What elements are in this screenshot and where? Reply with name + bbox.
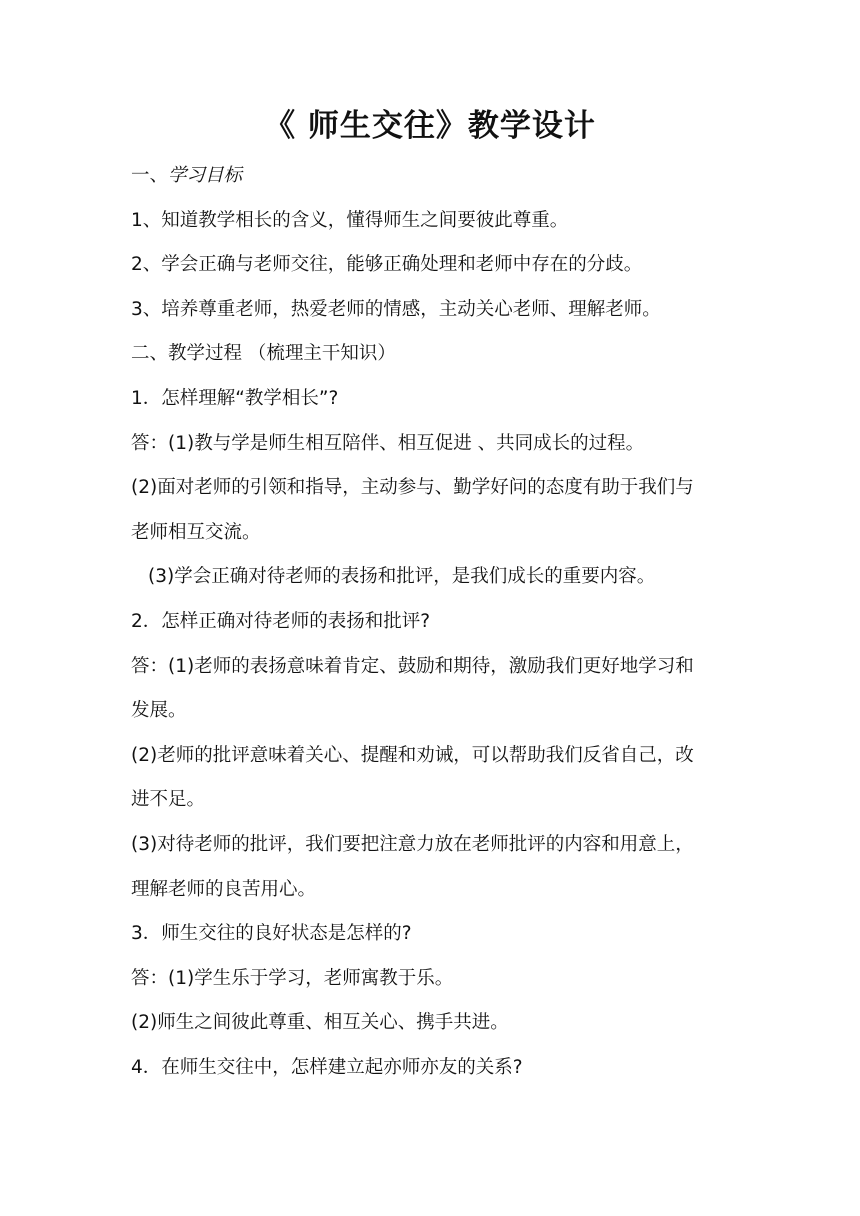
section-heading-goals: 一、学习目标 bbox=[131, 165, 243, 186]
section-heading-process: 二、教学过程 （梳理主干知识） bbox=[131, 343, 396, 365]
answer-line: 答：(1)学生乐于学习，老师寓教于乐。 bbox=[131, 967, 454, 989]
question-3: 3．师生交往的良好状态是怎样的? bbox=[131, 923, 412, 945]
answer-line: 理解老师的良苦用心。 bbox=[131, 878, 317, 900]
document-body bbox=[131, 154, 741, 1090]
answer-line: 发展。 bbox=[131, 700, 187, 722]
goal-item-2: 2、学会正确与老师交往，能够正确处理和老师中存在的分歧。 bbox=[131, 254, 643, 276]
goal-item-1: 1、知道教学相长的含义，懂得师生之间要彼此尊重。 bbox=[131, 209, 569, 231]
document-title: 《 师生交往》教学设计 bbox=[264, 108, 596, 144]
answer-line: (3)学会正确对待老师的表扬和批评，是我们成长的重要内容。 bbox=[148, 566, 656, 588]
question-1: 1．怎样理解“教学相长”? bbox=[131, 387, 339, 409]
answer-line: (2)师生之间彼此尊重、相互关心、携手共进。 bbox=[131, 1012, 509, 1034]
section-heading-goals-text: 学习目标 bbox=[168, 165, 243, 186]
answer-line: (2)面对老师的引领和指导，主动参与、勤学好问的态度有助于我们与 bbox=[131, 477, 694, 499]
answer-line: 进不足。 bbox=[131, 789, 206, 811]
answer-line: 老师相互交流。 bbox=[131, 521, 261, 543]
answer-line: 答：(1)教与学是师生相互陪伴、相互促进 、共同成长的过程。 bbox=[131, 432, 645, 454]
answer-line: 答：(1)老师的表扬意味着肯定、鼓励和期待，激励我们更好地学习和 bbox=[131, 655, 694, 677]
question-2: 2．怎样正确对待老师的表扬和批评? bbox=[131, 610, 431, 632]
answer-line: (2)老师的批评意味着关心、提醒和劝诫，可以帮助我们反省自己，改 bbox=[131, 744, 694, 766]
goal-item-3: 3、培养尊重老师，热爱老师的情感，主动关心老师、理解老师。 bbox=[131, 298, 661, 320]
answer-line: (3)对待老师的批评，我们要把注意力放在老师批评的内容和用意上， bbox=[131, 833, 694, 855]
question-4: 4．在师生交往中，怎样建立起亦师亦友的关系? bbox=[131, 1056, 523, 1078]
